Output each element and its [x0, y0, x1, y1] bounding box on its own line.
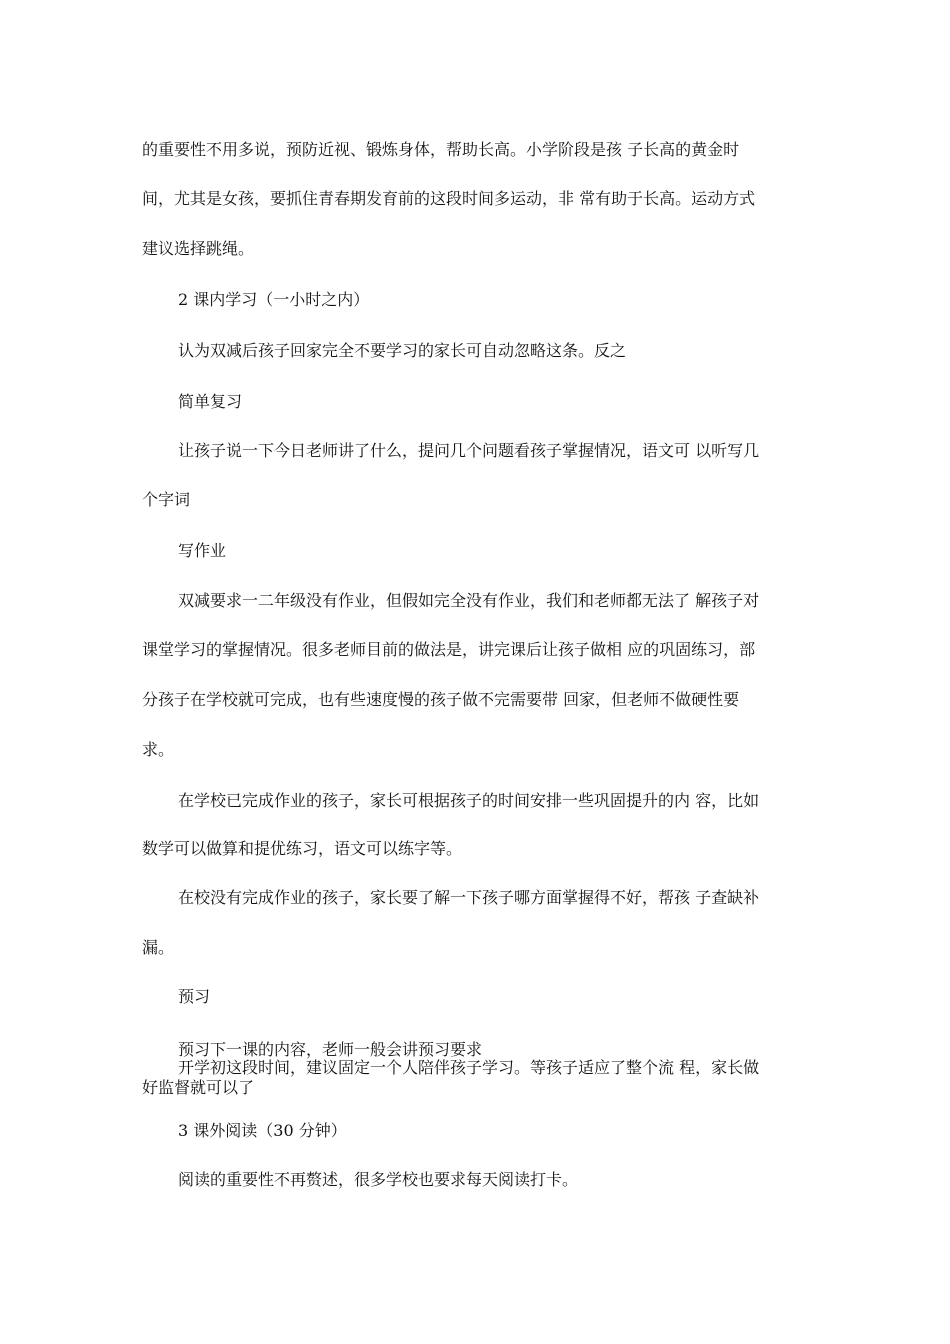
paragraph-line: 个字词 — [142, 490, 191, 509]
paragraph-line: 建议选择跳绳。 — [142, 239, 255, 258]
subheading: 写作业 — [178, 541, 227, 560]
paragraph-line: 让孩子说一下今日老师讲了什么，提问几个问题看孩子掌握情况，语文可 以听写几 — [178, 441, 760, 460]
subheading: 预习 — [178, 987, 211, 1006]
paragraph-line: 开学初这段时间，建议固定一个人陪伴孩子学习。等孩子适应了整个流 程，家长做 — [178, 1058, 760, 1077]
paragraph-line: 好监督就可以了 — [142, 1078, 255, 1097]
paragraph-line: 在校没有完成作业的孩子，家长要了解一下孩子哪方面掌握得不好，帮孩 子查缺补 — [178, 888, 760, 907]
paragraph-line: 分孩子在学校就可完成，也有些速度慢的孩子做不完需要带 回家，但老师不做硬性要 — [142, 690, 740, 709]
paragraph-line: 预习下一课的内容，老师一般会讲预习要求 — [178, 1040, 483, 1059]
paragraph-line: 认为双减后孩子回家完全不要学习的家长可自动忽略这条。反之 — [178, 341, 627, 360]
paragraph-line: 双减要求一二年级没有作业，但假如完全没有作业，我们和老师都无法了 解孩子对 — [178, 591, 760, 610]
paragraph-line: 的重要性不用多说，预防近视、锻炼身体，帮助长高。小学阶段是孩 子长高的黄金时 — [142, 140, 740, 159]
paragraph-line: 阅读的重要性不再赘述，很多学校也要求每天阅读打卡。 — [178, 1170, 579, 1189]
paragraph-line: 课堂学习的掌握情况。很多老师目前的做法是，讲完课后让孩子做相 应的巩固练习，部 — [142, 640, 756, 659]
paragraph-line: 求。 — [142, 740, 175, 759]
paragraph-line: 间，尤其是女孩，要抓住青春期发育前的这段时间多运动，非 常有助于长高。运动方式 — [142, 189, 756, 208]
subheading: 简单复习 — [178, 392, 243, 411]
paragraph-line: 在学校已完成作业的孩子，家长可根据孩子的时间安排一些巩固提升的内 容，比如 — [178, 791, 760, 810]
paragraph-line: 数学可以做算和提优练习，语文可以练字等。 — [142, 839, 463, 858]
section-heading: 2 课内学习（一小时之内） — [178, 290, 370, 309]
paragraph-line: 漏。 — [142, 938, 175, 957]
section-heading: 3 课外阅读（30 分钟） — [178, 1121, 347, 1140]
